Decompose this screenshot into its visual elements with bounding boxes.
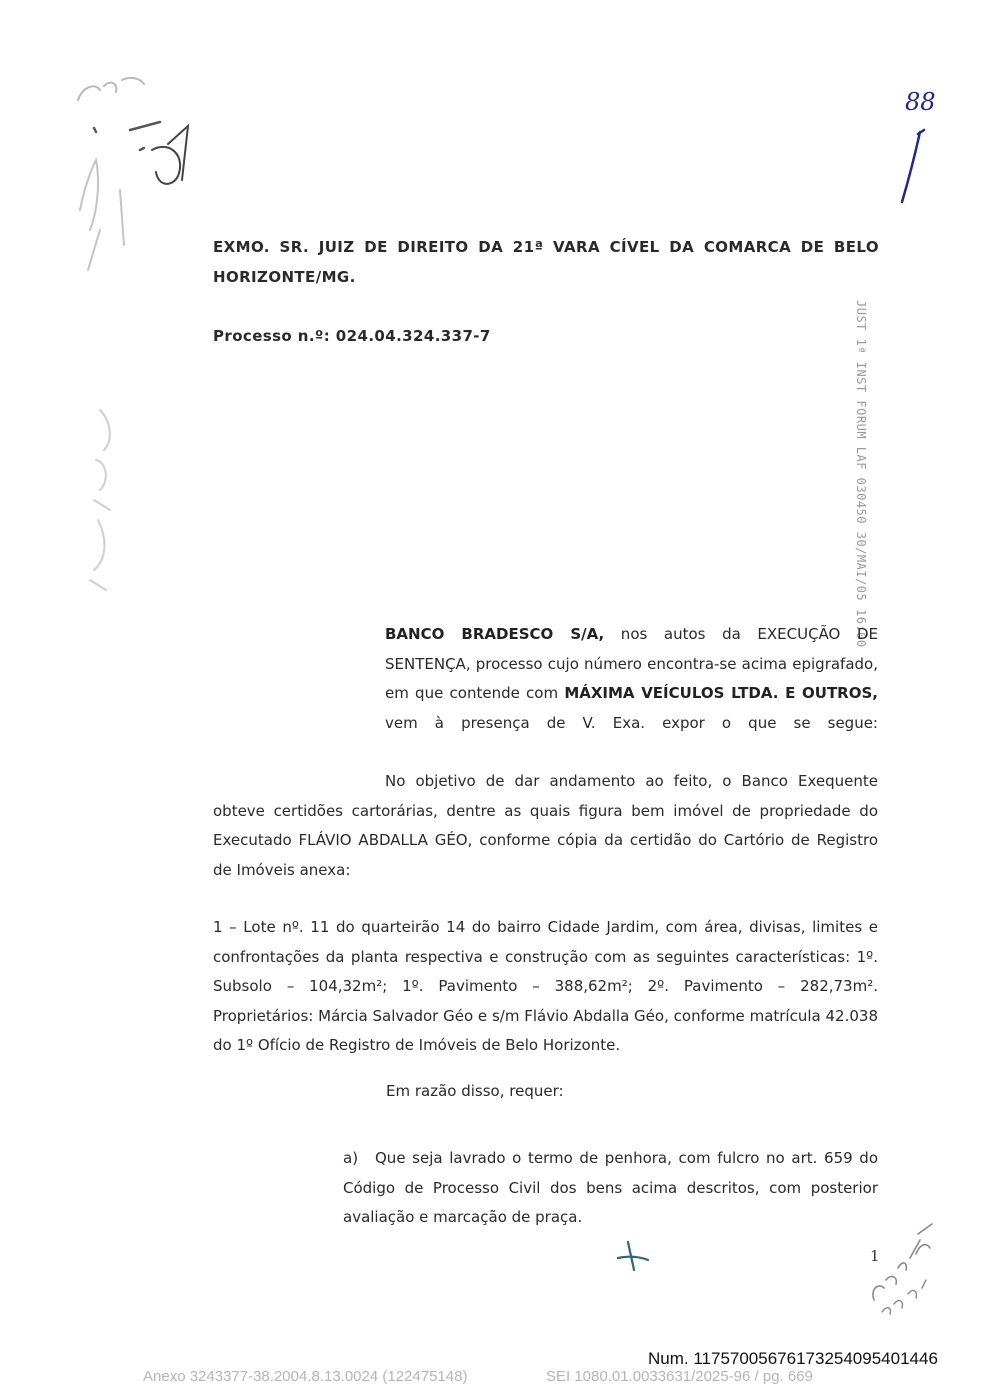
- request-intro: Em razão disso, requer:: [386, 1082, 564, 1100]
- handwritten-annotation-bottom-right: [860, 1220, 950, 1320]
- intro-paragraph: [385, 620, 878, 738]
- page-number: 1: [870, 1247, 880, 1265]
- defendant-name: MÁXIMA VEÍCULOS LTDA. E OUTROS,: [564, 684, 878, 702]
- intro-text-2: vem à presença de V. Exa. expor o que se segue:: [385, 713, 878, 732]
- footer-sei-reference: SEI 1080.01.0033631/2025-96 / pg. 669: [546, 1368, 813, 1385]
- handwritten-rubric-top-right: [896, 120, 936, 210]
- objective-paragraph: No objetivo de dar andamento ao feito, o Banco Exequente obteve certidões cartorárias, dentre as quais figura bem imóvel de propriedade do Executado FLÁVIO ABDALLA GÉO, conforme cópia da certidão do Cartório de Registro de Imóveis anexa:: [213, 772, 878, 879]
- court-address-line1: EXMO. SR. JUIZ DE DIREITO DA 21ª VARA CÍVEL DA COMARCA DE BELO: [213, 238, 879, 256]
- page-mark-number: 88: [905, 88, 936, 116]
- request-item-marker: a): [343, 1149, 359, 1167]
- property-description-item: 1 – Lote nº. 11 do quarteirão 14 do bairro Cidade Jardim, com área, divisas, limites e confrontações da planta respectiva e construção com as seguintes características: 1º. Subsolo – 104,32m²; 1º. Pavimento – 388,62m²; 2º. Pavimento – 282,73m². Proprietários: Márcia Salvador Géo e s/m Flávio Abdalla Géo, conforme matrícula 42.038 do 1º Ofício de Registro de Imóveis de Belo Horizonte.: [213, 918, 878, 1054]
- request-item-a: Que seja lavrado o termo de penhora, com fulcro no art. 659 do Código de Processo Civil dos bens acima descritos, com posterior avaliação e marcação de praça.: [343, 1149, 878, 1226]
- intro-text-1: nos autos da EXECUÇÃO DE SENTENÇA, processo cujo número encontra-se acima epigrafado, em que contende com: [385, 625, 878, 702]
- footer-annex-reference: Anexo 3243377-38.2004.8.13.0024 (122475148): [143, 1368, 468, 1385]
- handwritten-scribble-top-left: [60, 60, 210, 320]
- handwritten-initial-mark: [612, 1238, 652, 1274]
- footer-document-number: Num. 11757005676173254095401446: [648, 1349, 938, 1368]
- handwritten-vertical-note-left: [70, 400, 130, 600]
- court-receipt-stamp: JUST 1ª INST FORUM LAF 030450 30/MAI/05 16:00: [854, 300, 868, 648]
- plaintiff-name: BANCO BRADESCO S/A,: [385, 625, 605, 643]
- court-address-line2: HORIZONTE/MG.: [213, 268, 356, 286]
- process-number: Processo n.º: 024.04.324.337-7: [213, 327, 491, 345]
